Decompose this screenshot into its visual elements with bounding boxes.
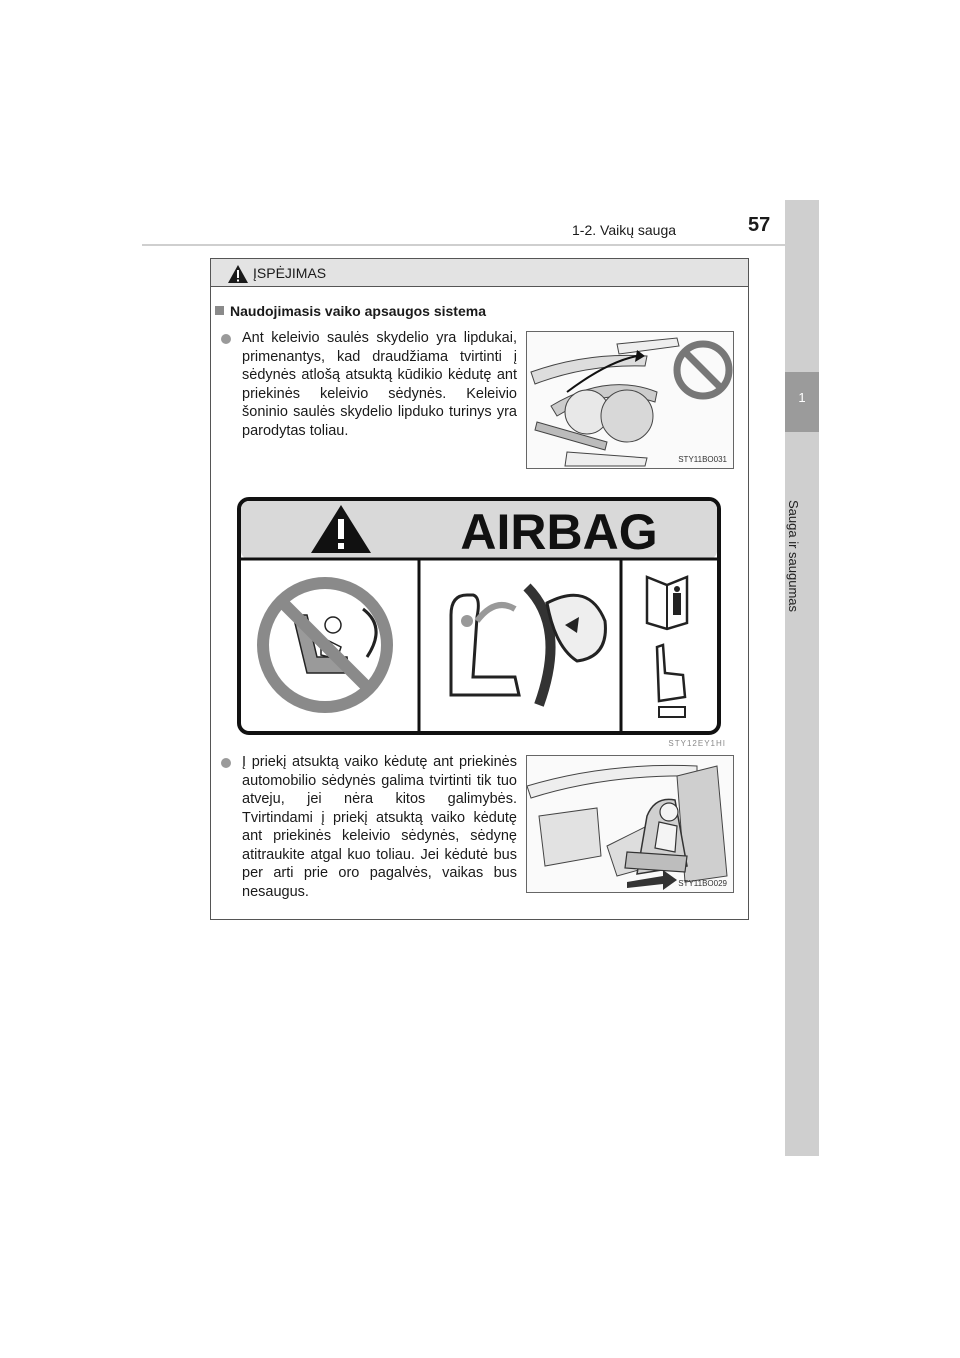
section-title: 1-2. Vaikų sauga [572, 222, 677, 238]
bullet-dot-icon [221, 758, 231, 768]
warning-triangle-icon [227, 264, 249, 284]
figure2-code: STY11BO029 [678, 879, 727, 888]
square-bullet-icon [215, 306, 224, 315]
child-seat-figure [526, 755, 734, 893]
page-number: 57 [748, 214, 771, 236]
airbag-heading: AIRBAG [460, 504, 658, 560]
airbag-warning-label [237, 497, 721, 735]
warning-box [210, 258, 749, 920]
warning-header [211, 259, 748, 287]
warning-subheading [215, 303, 486, 319]
bullet-dot-icon [221, 334, 231, 344]
chapter-title: Sauga ir saugumas [786, 500, 801, 613]
sunvisor-illustration [527, 332, 734, 469]
item2-text: Į priekį atsuktą vaiko kėdutę ant priekinės automobilio sėdynės galima tvirtinti tik tuo atveju, jei nėra kitos galimybės. Tvirtindami į priekį atsuktą vaiko kėdutę ant priekinės keleivio sėdynės, sėdynę atitraukite atgal kuo toliau. Jei kėdutė bus per arti prie oro pagalvės, vaikas bus nesaugus. [242, 754, 517, 900]
chapter-number: 1 [798, 390, 806, 405]
figure1-code: STY11BO031 [678, 455, 727, 464]
airbag-label-code: STY12EY1HI [668, 739, 726, 748]
child-seat-illustration [527, 756, 734, 893]
sunvisor-figure [526, 331, 734, 469]
chapter-side-tab [785, 200, 819, 1156]
warning-title: ĮSPĖJIMAS [253, 265, 327, 281]
subheading-text: Naudojimasis vaiko apsaugos sistema [230, 303, 486, 319]
header-rule [142, 244, 818, 246]
item1-text: Ant keleivio saulės skydelio yra lipdukai, primenantys, kad draudžiama tvirtinti į sėdynės atlošą atsuktą kūdikio kėdutę ant priekinės keleivio sėdynės. Keleivio šoninio saulės skydelio lipduko turinys yra parodytas toliau. [242, 330, 517, 439]
